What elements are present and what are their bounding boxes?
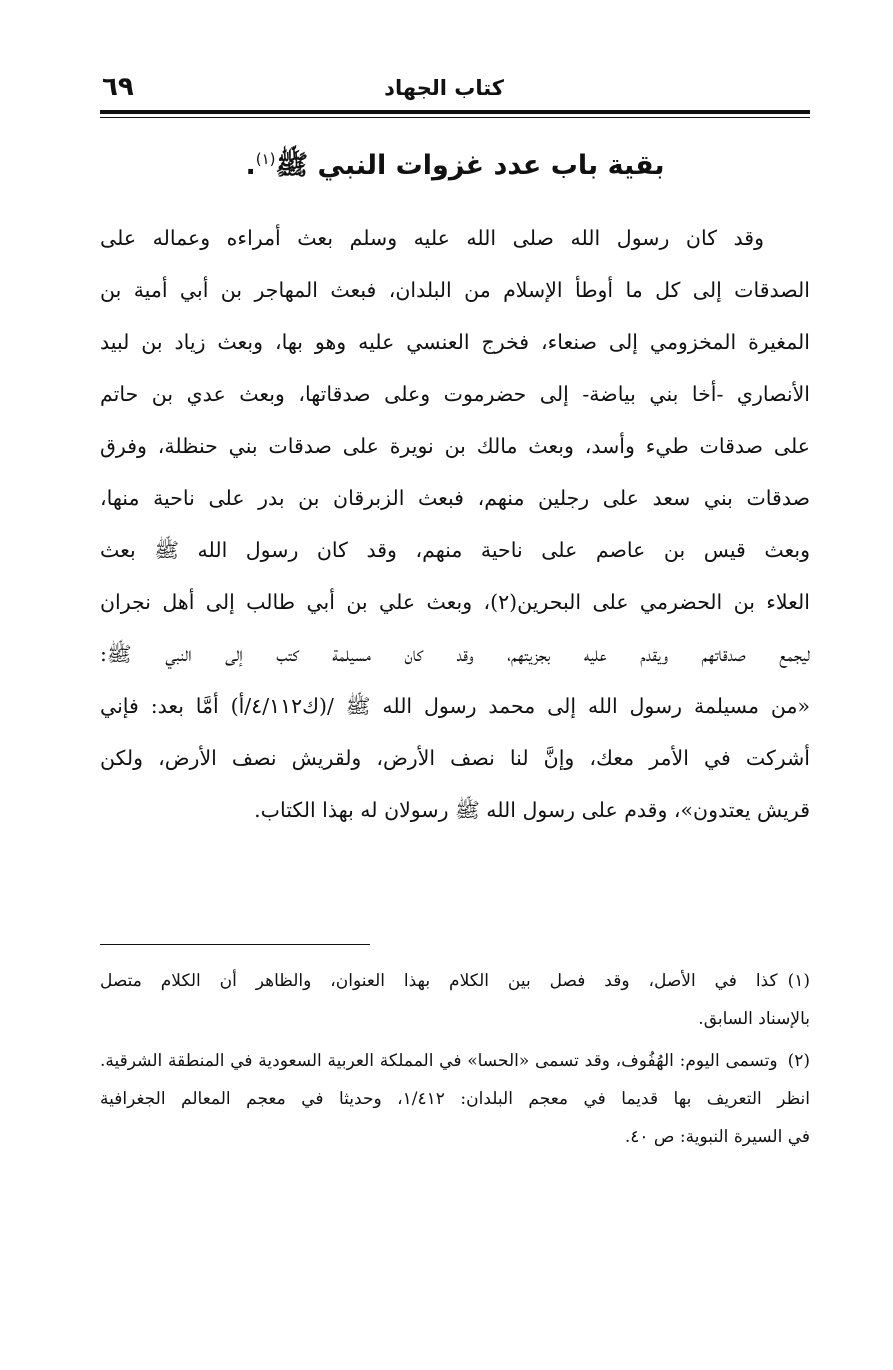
body-line: أشركت في الأمر معك، وإنَّ لنا نصف الأرض، ولقريش نصف الأرض، ولكن: [100, 746, 810, 770]
section-heading-text: بقية باب عدد غزوات النبي ﷺ: [275, 150, 665, 181]
running-header-title: كتاب الجهاد: [384, 76, 504, 100]
body-line: الصدقات إلى كل ما أوطأ الإسلام من البلدان، فبعث المهاجر بن أبي أمية بن: [100, 278, 810, 302]
book-page: [100, 72, 810, 1332]
header-rule-thick: [100, 110, 810, 114]
body-line: على صدقات طيء وأسد، وبعث مالك بن نويرة على صدقات بني حنظلة، وفرق: [100, 434, 810, 458]
body-line: العلاء بن الحضرمي على البحرين(٢)، وبعث علي بن أبي طالب إلى أهل نجران: [100, 590, 810, 614]
body-text: [100, 212, 810, 836]
footnote-line: [100, 962, 810, 1000]
header-rule-thin: [100, 117, 810, 118]
footnote-number: (١): [787, 971, 810, 991]
body-line: المغيرة المخزومي إلى صنعاء، فخرج العنسي عليه وهو بها، وبعث زياد بن لبيد: [100, 330, 810, 354]
body-line: قريش يعتدون»، وقدم على رسول الله ﷺ رسولان له بهذا الكتاب.: [254, 798, 810, 822]
footnote-text: كذا في الأصل، وقد فصل بين الكلام بهذا العنوان، والظاهر أن الكلام متصل: [100, 971, 778, 991]
heading-footnote-ref: (١): [255, 150, 276, 168]
page-number: ٦٩: [102, 72, 134, 102]
section-heading: [100, 148, 810, 188]
body-line: صدقات بني سعد على رجلين منهم، فبعث الزبرقان بن بدر على ناحية منها،: [100, 486, 810, 510]
body-line: «من مسيلمة رسول الله إلى محمد رسول الله ﷺ /(ك٤/١١٢/أ) أمَّا بعد: فإني: [100, 694, 811, 718]
footnote-line: انظر التعريف بها قديما في معجم البلدان: ١/٤١٢، وحديثا في معجم المعالم الجغرافية: [100, 1089, 810, 1109]
footnote-1: [100, 962, 810, 1038]
footnote-text: وتسمى اليوم: الهُفُوف، وقد تسمى «الحسا» في المملكة العربية السعودية في المنطقة الشرقية.: [100, 1051, 778, 1071]
footnote-number: (٢): [787, 1051, 810, 1071]
heading-trailing-period: .: [245, 150, 256, 181]
body-line: وقد كان رسول الله صلى الله عليه وسلم بعث أمراءه وعماله على: [100, 226, 764, 250]
footnote-line: بالإسناد السابق.: [698, 1009, 810, 1029]
footnote-line: في السيرة النبوية: ص ٤٠.: [624, 1127, 810, 1147]
body-line: وبعث قيس بن عاصم على ناحية منهم، وقد كان رسول الله ﷺ بعث: [100, 538, 810, 562]
footnote-separator: [100, 944, 370, 945]
body-line: الأنصاري -أخا بني بياضة- إلى حضرموت وعلى صدقاتها، وبعث عدي بن حاتم: [100, 382, 810, 406]
running-header: [100, 72, 810, 108]
footnotes: [100, 962, 810, 1156]
footnote-line: [100, 1042, 810, 1080]
body-line: ليجمع صدقاتهم ويقدم عليه بجزيتهم، وقد كان مسيلمة كتب إلى النبي ﷺ:: [100, 642, 810, 666]
footnote-2: [100, 1042, 810, 1156]
